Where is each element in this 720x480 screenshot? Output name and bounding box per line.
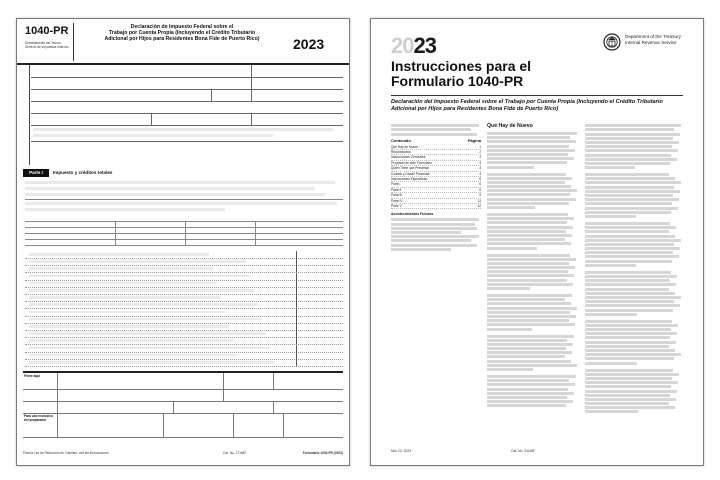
- toc-item-page: 8: [479, 187, 481, 192]
- text-line: [487, 132, 577, 135]
- toc-item-page: 6: [479, 177, 481, 181]
- text-line: [585, 357, 674, 360]
- text-line: [585, 230, 669, 233]
- text-line: [487, 355, 565, 358]
- toc-item-label: Parte IV: [391, 198, 403, 203]
- text-line: [585, 235, 675, 238]
- toc-item-page: 9: [479, 193, 481, 198]
- text-line: [585, 247, 680, 250]
- toc-item-label: Parte V: [391, 204, 402, 209]
- text-line: [487, 343, 573, 346]
- amount-field[interactable]: [296, 258, 343, 265]
- form-year: 2023: [293, 36, 325, 52]
- text-line: [585, 202, 672, 205]
- text-line: [487, 388, 568, 391]
- text-line: [585, 251, 673, 254]
- text-line: [487, 379, 569, 382]
- text-line: [585, 222, 670, 225]
- toc-item-page: 3: [479, 166, 481, 171]
- text-line: [487, 400, 573, 403]
- toc-header: [391, 138, 481, 143]
- text-line: [585, 137, 673, 140]
- signature-label: Firme aquí: [24, 374, 41, 378]
- text-line: [585, 264, 636, 267]
- text-line: [487, 206, 535, 209]
- text-line: [487, 266, 575, 269]
- year-first-half: 20: [391, 33, 414, 58]
- signature-row[interactable]: [23, 373, 343, 390]
- text-line: [487, 283, 573, 286]
- text-line: [487, 234, 572, 237]
- text-line: [585, 309, 673, 312]
- text-line: [585, 243, 674, 246]
- line-description: [29, 303, 258, 306]
- text-line: [487, 287, 530, 290]
- text-line: [585, 341, 676, 344]
- amount-field[interactable]: [296, 352, 343, 359]
- text-line: [585, 186, 674, 189]
- text-line: [585, 255, 679, 258]
- instructions-column-1: [391, 123, 481, 252]
- amount-field[interactable]: [296, 280, 343, 287]
- department-line-1: Department of the Treasury: [625, 34, 681, 39]
- text-line: [585, 124, 681, 127]
- text-line: [585, 410, 638, 413]
- text-line: [487, 258, 576, 261]
- title-rule: [391, 95, 683, 96]
- toc-item-label: Parte III: [391, 193, 403, 198]
- text-line: [585, 239, 681, 242]
- text-line: [487, 307, 577, 310]
- text-line: [585, 162, 670, 165]
- text-line: [487, 364, 577, 367]
- text-line: [487, 238, 565, 241]
- toc-item-label: Recordatorios: [391, 149, 411, 154]
- text-line: [487, 323, 575, 326]
- text-line: [585, 296, 681, 299]
- text-line: [585, 215, 636, 218]
- text-line: [585, 373, 679, 376]
- form-number: 1040-PR: [25, 25, 69, 37]
- amount-field[interactable]: [296, 323, 343, 330]
- whats-new-body: [487, 132, 579, 407]
- text-line: [585, 353, 681, 356]
- toc-item-page: 6: [479, 182, 481, 187]
- whats-new-heading: Qué Hay de Nuevo: [487, 123, 533, 129]
- footer-paperwork-note: Para la Ley de Reducción de Trámites, vea las instrucciones.: [23, 451, 110, 455]
- text-line: [487, 262, 569, 265]
- text-line: [487, 153, 568, 156]
- amount-field[interactable]: [296, 301, 343, 308]
- instructions-footer: [391, 449, 683, 453]
- toc-item-label: Propósito de este Formulario: [391, 160, 432, 165]
- text-line: [487, 298, 565, 301]
- text-line: [585, 394, 670, 397]
- text-line: [487, 145, 569, 148]
- text-line: [585, 279, 670, 282]
- text-line: [585, 181, 681, 184]
- toc-item-page: 12: [477, 204, 481, 209]
- text-line: [585, 194, 673, 197]
- text-line: [585, 390, 677, 393]
- text-line: [585, 271, 671, 274]
- amount-field[interactable]: [296, 316, 343, 323]
- identification-block: [17, 65, 349, 165]
- text-line: [487, 149, 575, 152]
- text-line: [585, 300, 674, 303]
- toc-item-label: Cuándo y Dónde Presentar: [391, 171, 430, 176]
- amount-field[interactable]: [296, 251, 343, 258]
- text-line: [487, 198, 576, 201]
- line-description: [29, 339, 233, 342]
- text-line: [585, 313, 637, 316]
- text-line: [585, 211, 671, 214]
- dependents-table: [25, 221, 343, 247]
- text-line: [585, 226, 676, 229]
- text-line: [585, 260, 672, 263]
- footer-date: Nov 22, 2023: [391, 449, 412, 453]
- toc-item-label: Parte II: [391, 187, 402, 192]
- treasury-seal-icon: [603, 33, 621, 51]
- instructions-column-3: [585, 123, 683, 417]
- amount-field[interactable]: [296, 330, 343, 337]
- amount-field[interactable]: [296, 294, 343, 301]
- text-line: [585, 369, 673, 372]
- amount-field[interactable]: [296, 265, 343, 272]
- text-line: [585, 377, 672, 380]
- preparer-label: Para uso exclusivo del preparador: [24, 414, 53, 422]
- instructions-column-2: [487, 123, 579, 409]
- instructions-subtitle: Declaración del Impuesto Federal sobre el Trabajo por Cuenta Propia (Incluyendo el Crédito Tributario Adicional por Hijos para Residentes Bona Fide de Puerto Rico): [391, 99, 663, 112]
- text-line: [487, 157, 574, 160]
- text-line: [487, 347, 566, 350]
- text-line: [487, 193, 570, 196]
- text-line: [585, 398, 676, 401]
- toc-item-page: 1: [479, 144, 481, 149]
- text-line: [585, 283, 676, 286]
- line-description: [29, 311, 225, 314]
- text-line: [487, 375, 576, 378]
- text-line: [487, 404, 566, 407]
- text-line: [585, 406, 675, 409]
- part-i-title: Impuesto y créditos totales: [53, 170, 113, 175]
- text-line: [487, 279, 567, 282]
- text-line: [585, 362, 637, 365]
- text-line: [487, 217, 574, 220]
- text-line: [487, 247, 537, 250]
- form-1040pr-page: [16, 18, 350, 466]
- text-line: [585, 207, 678, 210]
- text-line: [487, 173, 566, 176]
- text-line: [487, 274, 574, 277]
- text-line: [585, 324, 678, 327]
- text-line: [487, 302, 571, 305]
- amount-field[interactable]: [296, 287, 343, 294]
- line-description: [29, 282, 217, 285]
- toc-item-page: 4: [479, 171, 481, 176]
- text-line: [487, 270, 568, 273]
- text-line: [487, 230, 566, 233]
- amount-field[interactable]: [296, 273, 343, 280]
- header-divider: [73, 23, 74, 61]
- text-line: [585, 328, 671, 331]
- text-line: [487, 185, 571, 188]
- line-description: [29, 260, 246, 263]
- column-3-body: [585, 124, 683, 413]
- instructions-cat-number: Cat. No. 51118F: [511, 449, 536, 453]
- text-line: [487, 202, 569, 205]
- toc-item-label: Quién Tiene que Presentar: [391, 166, 430, 171]
- toc-item-page: 3: [479, 155, 481, 160]
- text-line: [585, 288, 669, 291]
- line-description: [29, 325, 229, 328]
- text-line: [585, 336, 670, 339]
- toc-heading: Contenido: [391, 137, 411, 143]
- line-description: [29, 332, 266, 335]
- text-line: [585, 190, 680, 193]
- line-description: [29, 361, 274, 364]
- line-description: [29, 253, 209, 256]
- text-line: [585, 332, 677, 335]
- text-line: [487, 161, 567, 164]
- toc-item[interactable]: [391, 204, 481, 209]
- instructions-title: Instrucciones para el Formulario 1040-PR: [391, 58, 532, 89]
- text-line: [585, 149, 678, 152]
- text-line: [585, 154, 671, 157]
- text-line: [487, 339, 567, 342]
- toc-page-heading: Página: [467, 137, 481, 143]
- form-footer: [23, 451, 343, 455]
- text-line: [585, 145, 672, 148]
- toc-item-page: 2: [479, 149, 481, 154]
- amount-field[interactable]: [296, 309, 343, 316]
- toc-item-page: 3: [479, 160, 481, 165]
- form-title-line-1: Declaración de Impuesto Federal sobre el: [130, 24, 234, 30]
- table-of-contents: [391, 145, 481, 210]
- text-line: [585, 381, 678, 384]
- footer-cat-number: Cat. No. 17184F: [223, 451, 247, 455]
- toc-item-page: 11: [477, 198, 481, 203]
- text-line: [585, 158, 677, 161]
- text-line: [487, 254, 570, 257]
- text-line: [585, 198, 679, 201]
- form-header: [17, 19, 349, 65]
- text-line: [487, 311, 570, 314]
- text-line: [487, 396, 567, 399]
- future-developments-heading: Acontecimientos Futuros: [391, 212, 434, 217]
- text-line: [487, 189, 577, 192]
- instructions-year: [391, 33, 436, 59]
- text-line: [487, 136, 570, 139]
- text-line: [487, 242, 571, 245]
- line-description: [29, 289, 254, 292]
- year-second-half: 23: [413, 33, 436, 58]
- text-line: [487, 181, 565, 184]
- department-line-2: Internal Revenue Service: [625, 39, 677, 45]
- toc-item-label: Instrucciones Generales: [391, 155, 426, 160]
- form-title: [77, 24, 287, 42]
- filing-notes-row: [31, 125, 343, 142]
- text-line: [585, 173, 669, 176]
- line-description: [29, 275, 250, 278]
- text-line: [487, 392, 574, 395]
- text-line: [487, 166, 534, 169]
- text-line: [585, 304, 680, 307]
- text-line: [487, 213, 568, 216]
- text-line: [585, 128, 674, 131]
- line-description: [29, 267, 213, 270]
- line-description: [29, 347, 270, 350]
- text-line: [487, 351, 572, 354]
- amount-field[interactable]: [296, 359, 343, 366]
- text-line: [487, 221, 567, 224]
- text-line: [585, 275, 677, 278]
- text-line: [585, 320, 672, 323]
- text-line: [585, 292, 675, 295]
- text-line: [487, 335, 574, 338]
- text-line: [585, 133, 680, 136]
- form-title-line-2: Trabajo por Cuenta Propia (Incluyendo el Crédito Tributario: [108, 30, 256, 36]
- signature-area: [23, 371, 343, 449]
- text-line: [487, 368, 533, 371]
- line-description: [29, 296, 221, 299]
- amount-field[interactable]: [296, 345, 343, 352]
- text-line: [585, 345, 669, 348]
- id-side-label: [19, 65, 30, 165]
- text-line: [585, 402, 669, 405]
- toc-item-label: Instrucciones Específicas: [391, 177, 427, 181]
- form-department: Departamento del Tesoro Servicio de Impuestos Internos: [25, 41, 69, 49]
- text-line: [487, 140, 576, 143]
- text-line: [487, 319, 569, 322]
- text-line: [585, 166, 635, 169]
- text-line: [585, 385, 671, 388]
- form-title-line-3: Adicional por Hijos para Residentes Bona Fide de Puerto Rico): [104, 36, 260, 42]
- text-line: [585, 177, 675, 180]
- part-i-tag: Parte I: [23, 169, 49, 177]
- line-description: [29, 318, 262, 321]
- form-line[interactable]: [25, 359, 343, 367]
- preparer-row[interactable]: [23, 413, 343, 438]
- text-line: [487, 177, 572, 180]
- instructions-department: [625, 34, 681, 45]
- instructions-page: [370, 18, 704, 466]
- text-line: [487, 315, 576, 318]
- text-line: [487, 360, 571, 363]
- toc-item-label: Qué Hay de Nuevo: [391, 144, 419, 149]
- amount-field[interactable]: [296, 337, 343, 344]
- text-line: [487, 294, 572, 297]
- toc-item-label: Parte I: [391, 182, 401, 187]
- text-line: [585, 349, 675, 352]
- text-line: [585, 141, 679, 144]
- text-line: [487, 383, 575, 386]
- text-line: [487, 226, 573, 229]
- footer-form-id: Formulario 1040-PR (2023): [302, 451, 343, 455]
- part-i-header: [23, 169, 343, 177]
- line-description: [29, 354, 237, 357]
- text-line: [487, 328, 532, 331]
- filing-status-area: [25, 179, 343, 219]
